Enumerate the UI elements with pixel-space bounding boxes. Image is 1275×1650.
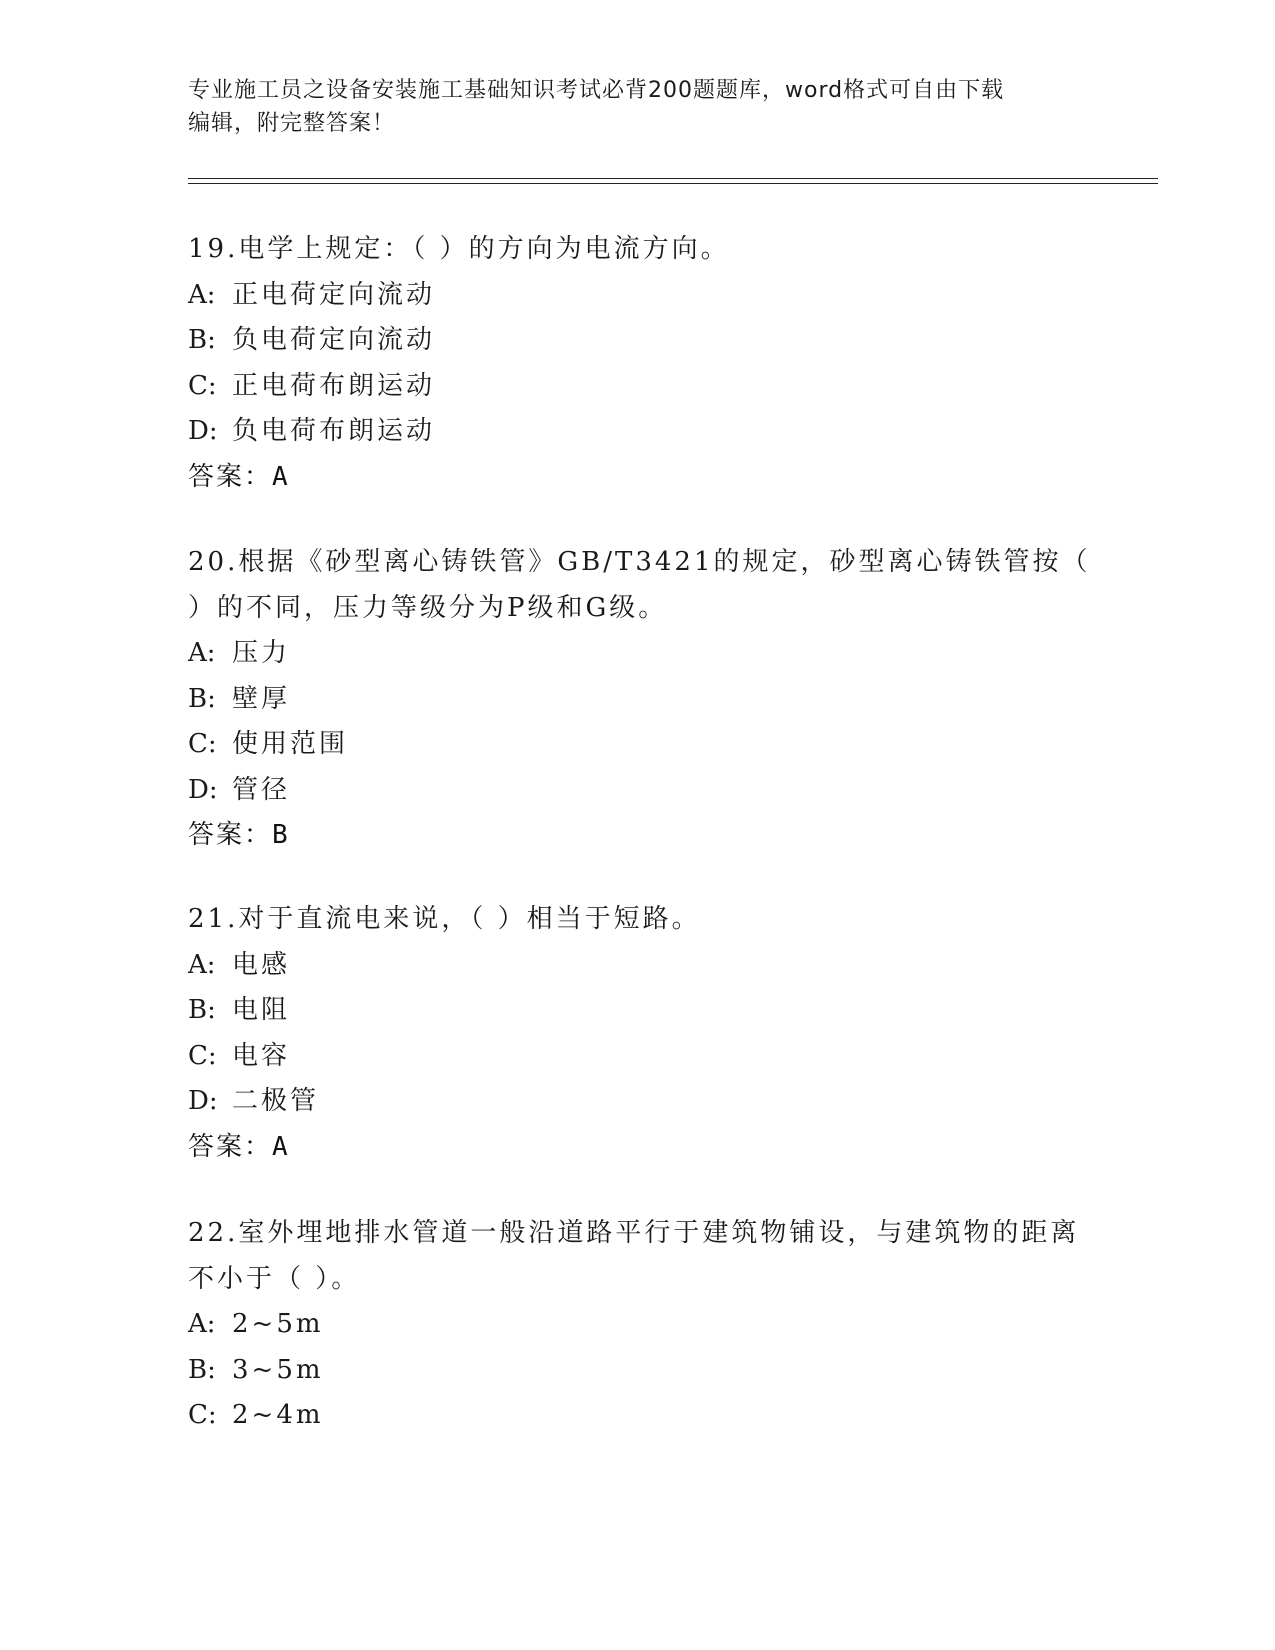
- answer-value: A: [272, 1131, 290, 1162]
- option-b: [188, 677, 1088, 723]
- option-letter: D:: [188, 774, 218, 805]
- option-letter: C:: [188, 370, 217, 401]
- option-a: [188, 1302, 1088, 1348]
- option-c: [188, 364, 1088, 410]
- question-20: [188, 540, 1091, 859]
- option-text: 管径: [232, 774, 291, 805]
- option-letter: A:: [188, 1309, 216, 1339]
- option-letter: D:: [188, 416, 218, 446]
- option-letter: B:: [188, 325, 216, 355]
- option-c: [188, 1393, 1088, 1439]
- answer-value: B: [272, 820, 290, 850]
- option-text: 电阻: [232, 995, 291, 1025]
- option-letter: B:: [188, 1354, 216, 1385]
- option-text: 正电荷定向流动: [232, 279, 436, 310]
- option-b: [188, 318, 1088, 364]
- answer-label: 答案：: [188, 1131, 273, 1162]
- question-stem-line-1: 20.根据《砂型离心铸铁管》GB/T3421的规定，砂型离心铸铁管按（: [188, 547, 1091, 577]
- option-letter: B:: [188, 683, 216, 714]
- option-text: 二极管: [232, 1086, 320, 1116]
- answer-line: [188, 813, 1088, 859]
- option-text: 负电荷定向流动: [232, 325, 436, 355]
- question-stem: 21.对于直流电来说，（ ）相当于短路。: [188, 904, 701, 934]
- option-letter: C:: [188, 1040, 217, 1071]
- option-text: 2~4m: [232, 1400, 324, 1430]
- option-letter: C:: [188, 1400, 217, 1430]
- header-title-line-1: 专业施工员之设备安装施工基础知识考试必背200题题库，word格式可自由下载: [188, 78, 1005, 103]
- option-d: [188, 768, 1088, 814]
- option-a: [188, 631, 1088, 677]
- option-c: [188, 722, 1088, 768]
- header-divider-top: [188, 178, 1158, 179]
- option-text: 电容: [232, 1040, 291, 1071]
- answer-value: A: [272, 461, 290, 492]
- header-title-line-2: 编辑，附完整答案！: [188, 111, 396, 136]
- option-c: [188, 1034, 1088, 1080]
- question-22: [188, 1211, 1088, 1439]
- option-text: 使用范围: [232, 729, 349, 759]
- answer-label: 答案：: [188, 461, 273, 492]
- document-header: [188, 74, 1068, 140]
- question-stem-line-1: 22.室外埋地排水管道一般沿道路平行于建筑物铺设，与建筑物的距离: [188, 1218, 1080, 1248]
- answer-line: [188, 1125, 1088, 1171]
- option-b: [188, 1348, 1088, 1394]
- option-text: 电感: [232, 949, 291, 980]
- option-text: 壁厚: [232, 683, 291, 714]
- question-21: [188, 897, 1088, 1170]
- option-letter: B:: [188, 995, 216, 1025]
- option-a: [188, 943, 1088, 989]
- option-b: [188, 988, 1088, 1034]
- option-d: [188, 409, 1088, 455]
- option-text: 2~5m: [232, 1309, 324, 1339]
- question-19: [188, 227, 1088, 500]
- question-stem-line-2: ）的不同，压力等级分为P级和G级。: [188, 592, 668, 623]
- option-a: [188, 273, 1088, 319]
- question-stem: 19.电学上规定：（ ）的方向为电流方向。: [188, 234, 730, 264]
- option-text: 3~5m: [232, 1354, 324, 1385]
- option-text: 压力: [232, 638, 291, 668]
- option-letter: C:: [188, 729, 217, 759]
- option-letter: A:: [188, 638, 216, 668]
- option-d: [188, 1079, 1088, 1125]
- answer-label: 答案：: [188, 820, 273, 850]
- header-divider-bottom: [188, 183, 1158, 184]
- option-letter: A:: [188, 279, 216, 310]
- option-letter: A:: [188, 949, 216, 980]
- answer-line: [188, 455, 1088, 501]
- question-stem-line-2: 不小于（ ）。: [188, 1263, 361, 1294]
- option-letter: D:: [188, 1086, 218, 1116]
- option-text: 正电荷布朗运动: [232, 370, 436, 401]
- option-text: 负电荷布朗运动: [232, 416, 436, 446]
